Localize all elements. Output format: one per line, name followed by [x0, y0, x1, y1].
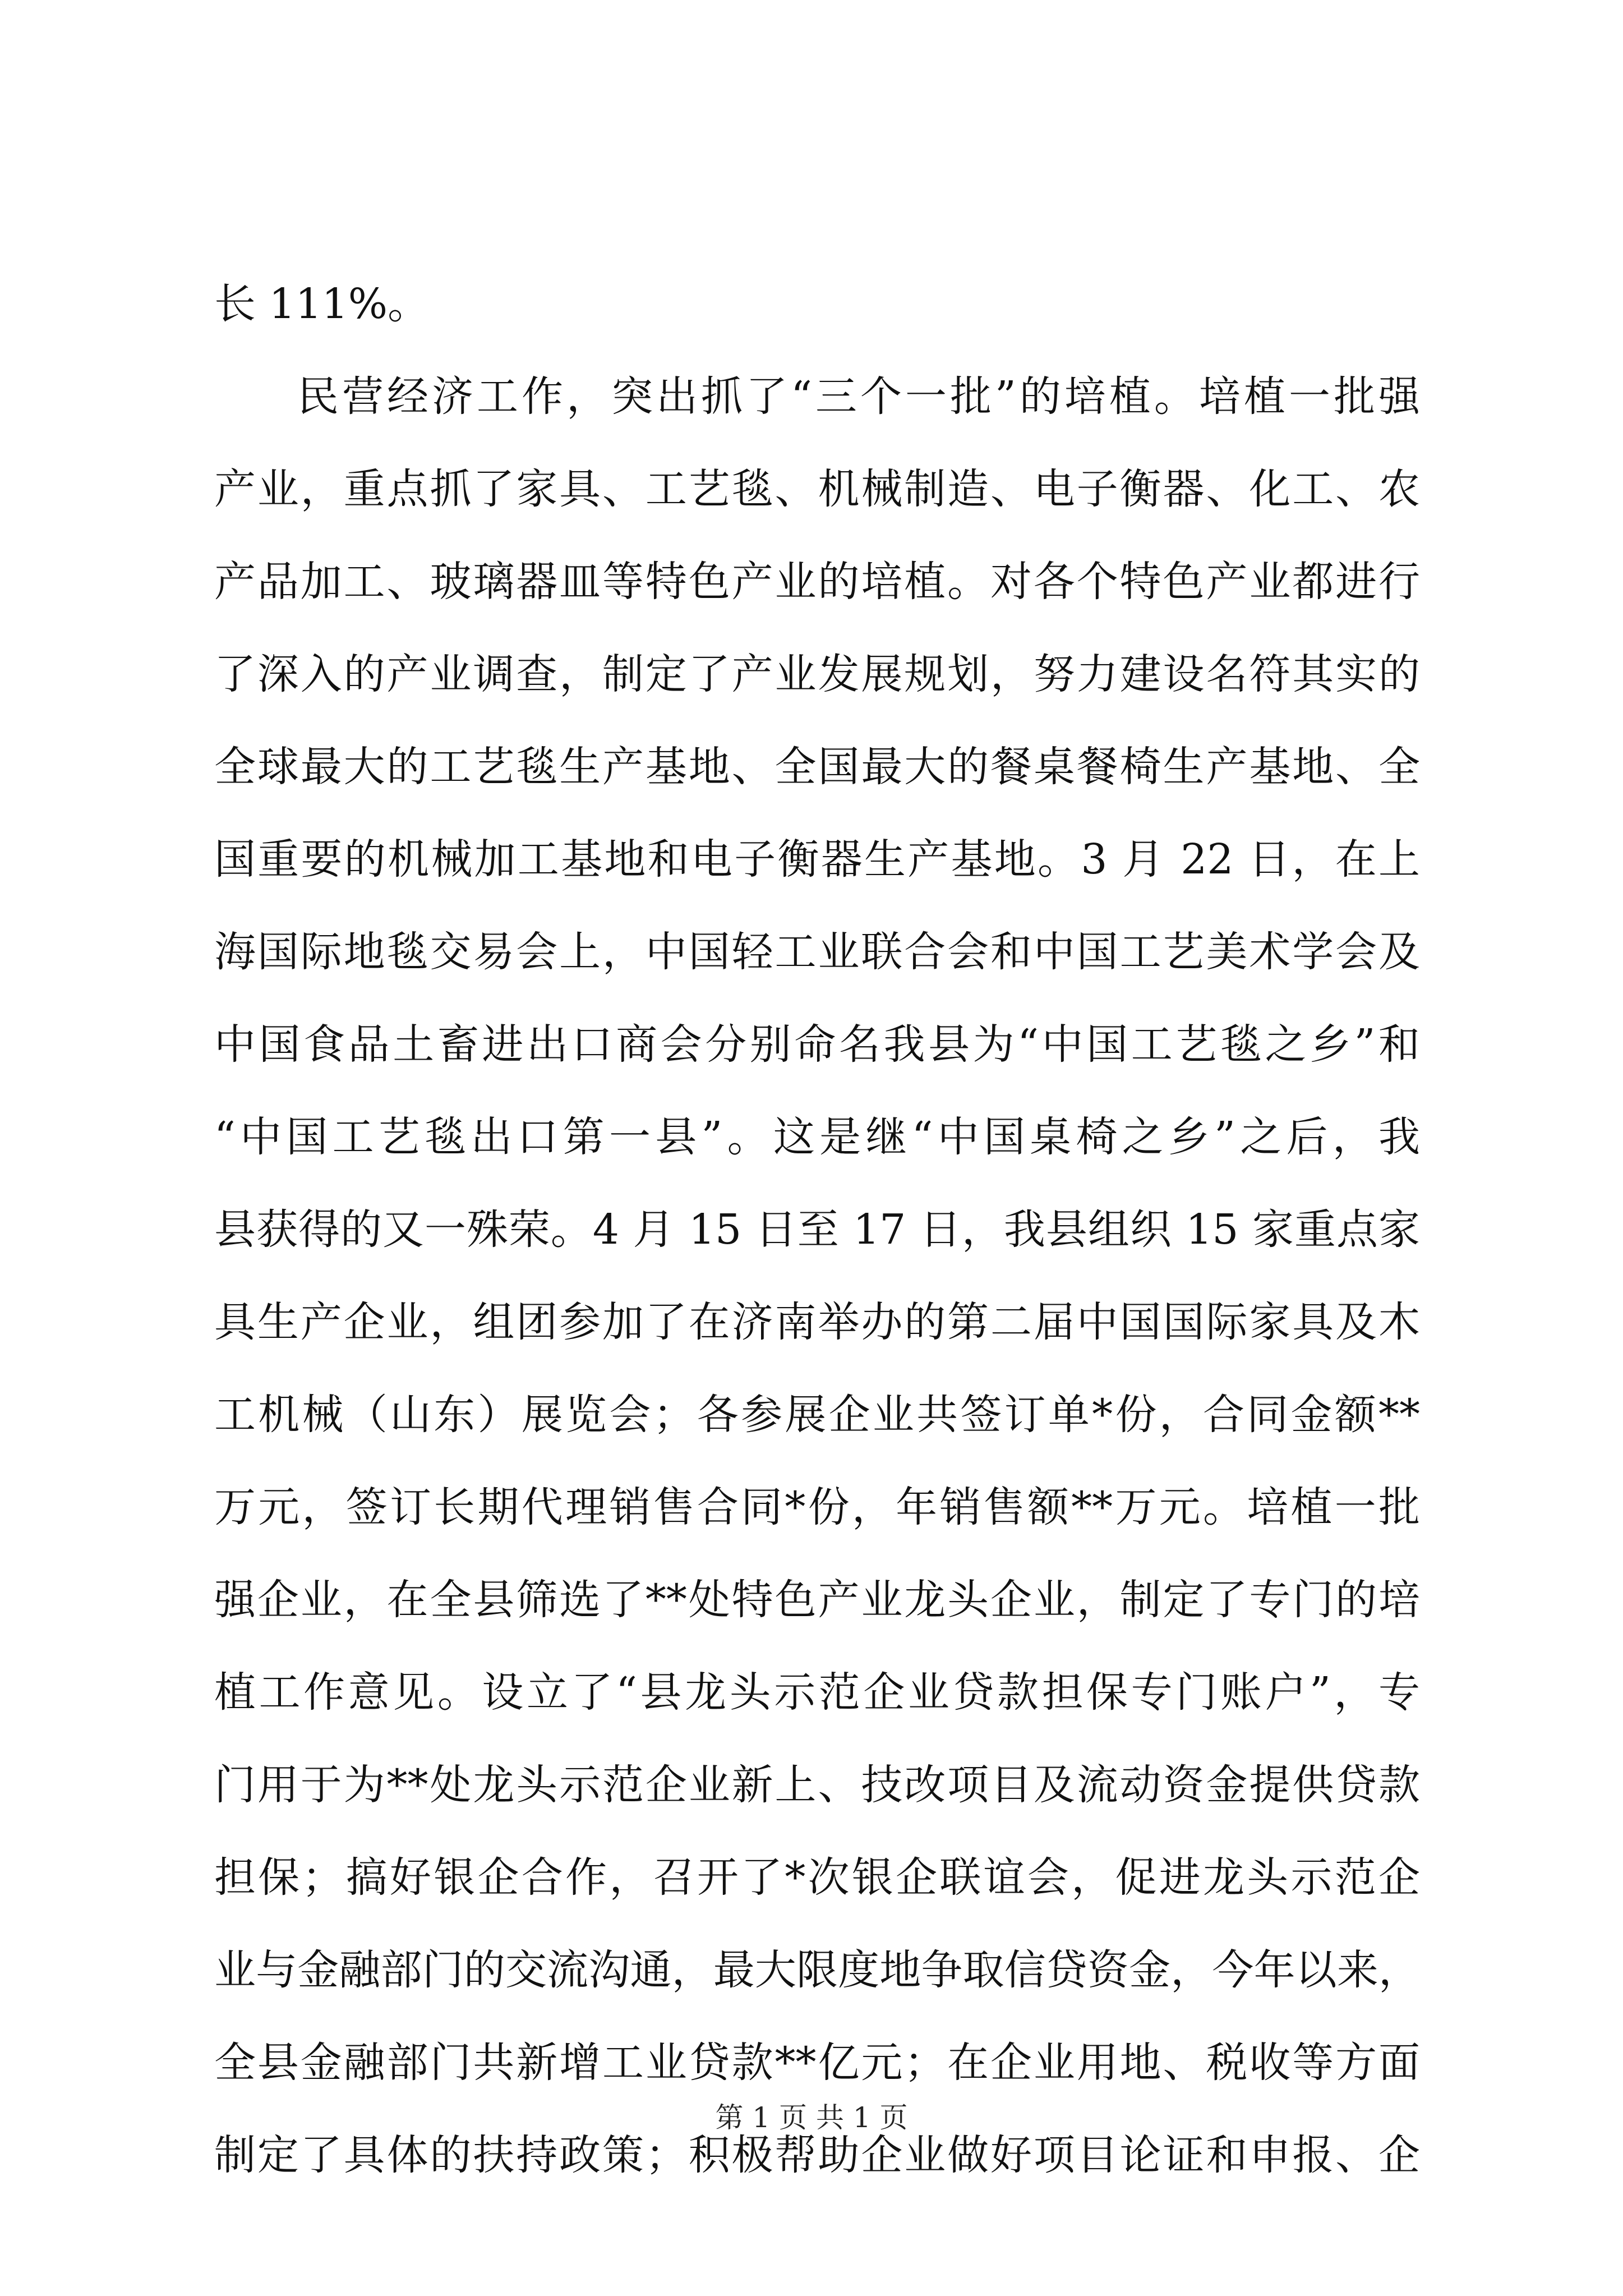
- text-line: “中国工艺毯出口第一县”。这是继“中国桌椅之乡”之后，我: [214, 1113, 1420, 1161]
- text-line: 中国食品土畜进出口商会分别命名我县为“中国工艺毯之乡”和: [214, 1020, 1420, 1069]
- text-line: 门用于为**处龙头示范企业新上、技改项目及流动资金提供贷款: [214, 1761, 1420, 1809]
- text-line: 民营经济工作，突出抓了“三个一批”的培植。培植一批强: [297, 372, 1420, 421]
- body-text: [214, 258, 1420, 2202]
- text-line: 强企业，在全县筛选了**处特色产业龙头企业，制定了专门的培: [214, 1576, 1420, 1624]
- text-line: 长 111%。: [214, 280, 430, 328]
- text-line: 制定了具体的扶持政策；积极帮助企业做好项目论证和申报、企: [214, 2131, 1420, 2179]
- text-line: 国重要的机械加工基地和电子衡器生产基地。3 月 22 日，在上: [214, 835, 1420, 884]
- text-line: 业与金融部门的交流沟通，最大限度地争取信贷资金，今年以来，: [214, 1946, 1420, 1994]
- text-line: 海国际地毯交易会上，中国轻工业联合会和中国工艺美术学会及: [214, 928, 1420, 976]
- text-line: 产业，重点抓了家具、工艺毯、机械制造、电子衡器、化工、农: [214, 465, 1420, 513]
- text-line: 植工作意见。设立了“县龙头示范企业贷款担保专门账户”，专: [214, 1668, 1420, 1717]
- text-line: 万元，签订长期代理销售合同*份，年销售额**万元。培植一批: [214, 1483, 1420, 1531]
- page-footer: [0, 2098, 1623, 2137]
- text-line: 全县金融部门共新增工业贷款**亿元；在企业用地、税收等方面: [214, 2039, 1420, 2087]
- text-line: 产品加工、玻璃器皿等特色产业的培植。对各个特色产业都进行: [214, 558, 1420, 606]
- text-line: 工机械（山东）展览会；各参展企业共签订单*份，合同金额**: [214, 1391, 1420, 1439]
- page-number-label: 第 1 页 共 1 页: [715, 2101, 908, 2134]
- text-line: 具生产企业，组团参加了在济南举办的第二届中国国际家具及木: [214, 1298, 1420, 1346]
- text-line: 县获得的又一殊荣。4 月 15 日至 17 日，我县组织 15 家重点家: [214, 1205, 1420, 1254]
- text-line: 全球最大的工艺毯生产基地、全国最大的餐桌餐椅生产基地、全: [214, 743, 1420, 791]
- text-line: 担保；搞好银企合作，召开了*次银企联谊会，促进龙头示范企: [214, 1853, 1420, 1902]
- text-line: 了深入的产业调查，制定了产业发展规划，努力建设名符其实的: [214, 650, 1420, 698]
